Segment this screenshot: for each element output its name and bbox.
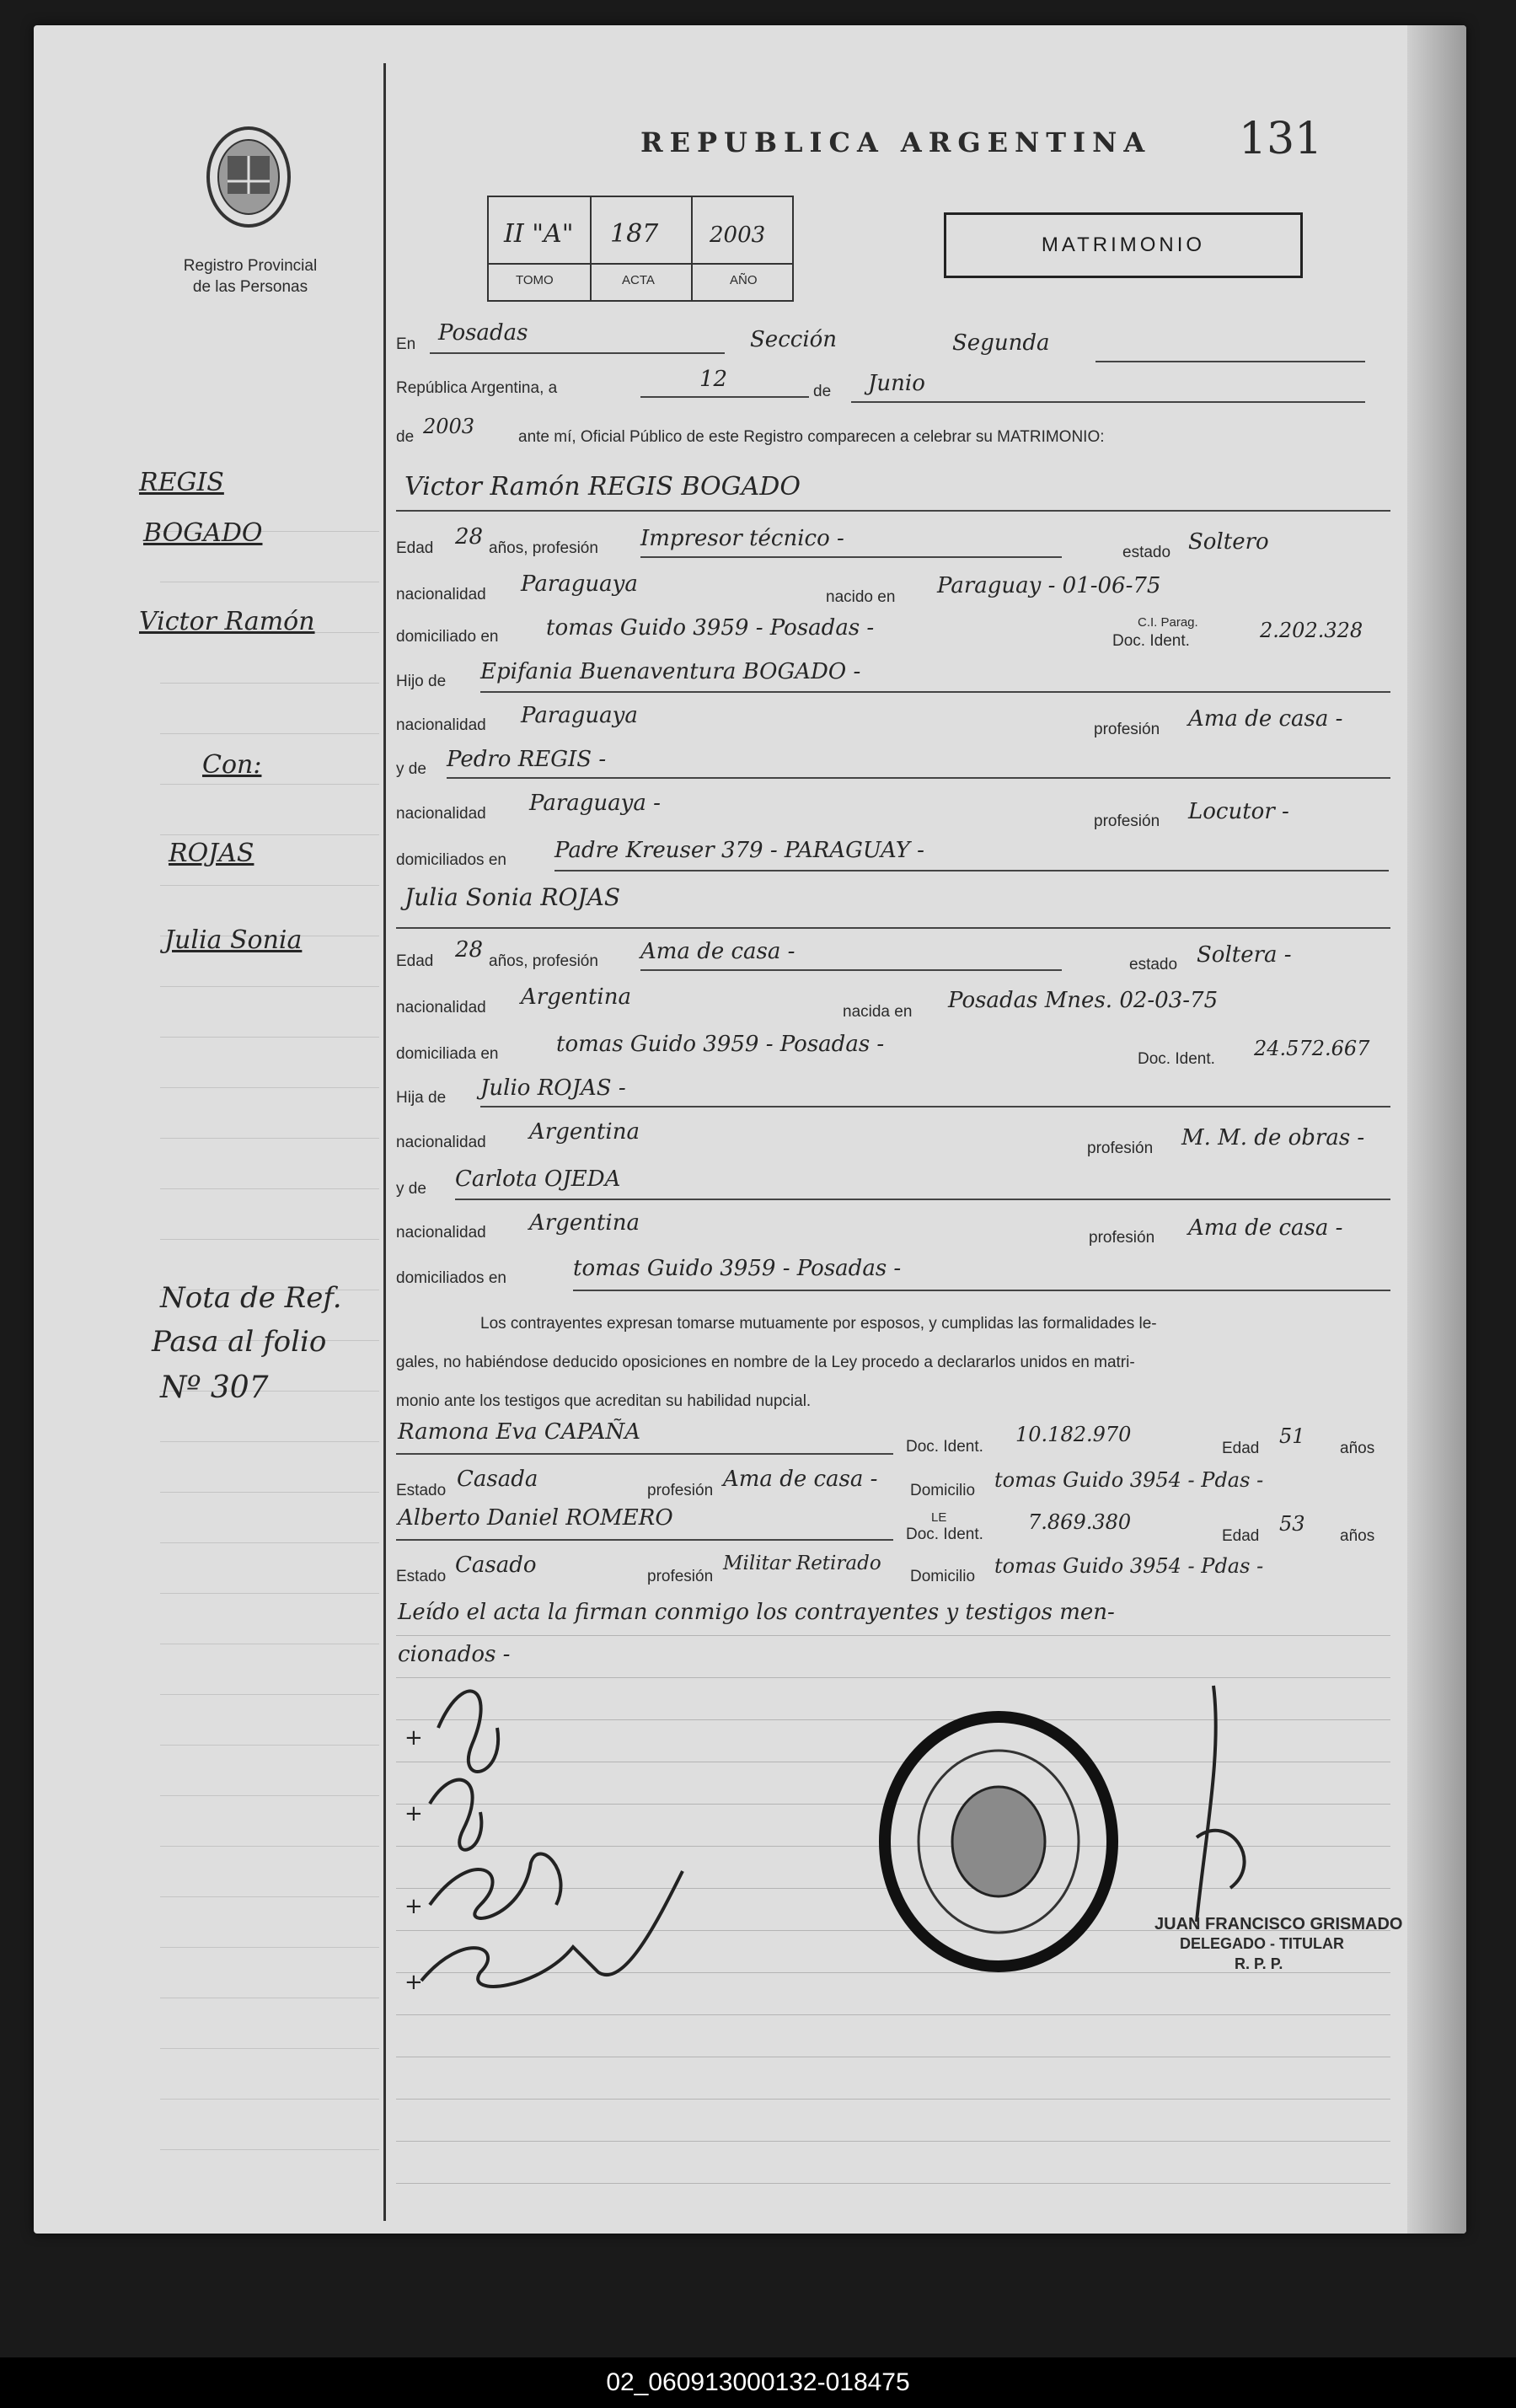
official-signature	[1129, 1669, 1298, 1947]
groom-full-name: Victor Ramón REGIS BOGADO	[404, 472, 801, 501]
groom-anos-profesion: años, profesión	[489, 539, 598, 557]
image-code: 02_060913000132-018475	[606, 2368, 910, 2396]
witness1-prof-label: profesión	[647, 1482, 714, 1499]
witness2-name: Alberto Daniel ROMERO	[398, 1505, 673, 1531]
bride-nac-label: nacionalidad	[396, 999, 486, 1016]
bride-nacionalidad: Argentina	[521, 984, 631, 1010]
margin-surname-2: BOGADO	[143, 518, 263, 548]
witness2-doc-label: Doc. Ident.	[906, 1526, 983, 1543]
groom-nacionalidad: Paraguaya	[521, 571, 638, 597]
margin-given-name: Victor Ramón	[139, 607, 315, 636]
groom-father-prof-label: profesión	[1094, 812, 1160, 830]
bride-estado-label: estado	[1129, 956, 1178, 973]
bride-edad-label: Edad	[396, 952, 434, 970]
groom-edad: 28	[455, 524, 484, 550]
groom-mother: Epifania Buenaventura BOGADO -	[480, 659, 861, 684]
republica-label: República Argentina, a	[396, 379, 558, 397]
year-prefix: de	[396, 428, 415, 446]
groom-mother-nac: Paraguaya	[521, 703, 638, 728]
witness1-edad-label: Edad	[1222, 1440, 1260, 1457]
witness1-doc-label: Doc. Ident.	[906, 1438, 983, 1456]
ano-label: AÑO	[730, 273, 758, 287]
record-type-box: MATRIMONIO	[944, 212, 1303, 278]
bride-profesion: Ama de casa -	[640, 939, 795, 964]
groom-father: Pedro REGIS -	[447, 747, 607, 772]
groom-nac-label: nacionalidad	[396, 586, 486, 603]
bride-father-nac-label: nacionalidad	[396, 1134, 486, 1151]
registry-name-line2: de las Personas	[192, 278, 308, 296]
bride-estado: Soltera -	[1197, 942, 1292, 968]
groom-mother-prof-label: profesión	[1094, 721, 1160, 738]
margin-surname-1: REGIS	[139, 468, 224, 497]
bride-nacida: Posadas Mnes. 02-03-75	[948, 988, 1219, 1013]
bride-dom-label: domiciliada en	[396, 1045, 499, 1063]
groom-profesion: Impresor técnico -	[640, 526, 844, 551]
margin-nota-3: Nº 307	[160, 1370, 269, 1405]
section-word: Sección	[750, 327, 838, 352]
month-value: Junio	[868, 371, 925, 396]
section-value: Segunda	[952, 330, 1050, 356]
bride-father: Julio ROJAS -	[480, 1075, 626, 1101]
groom-father-prof: Locutor -	[1188, 799, 1289, 824]
tomo-label: TOMO	[516, 273, 554, 287]
witness2-prof: Militar Retirado	[723, 1553, 881, 1574]
bride-mother-nac: Argentina	[529, 1210, 640, 1236]
official-name: JUAN FRANCISCO GRISMADO	[1154, 1915, 1403, 1933]
official-seal-icon	[876, 1711, 1121, 1972]
tomo-value: II "A"	[504, 219, 574, 249]
bride-doc: 24.572.667	[1254, 1037, 1370, 1060]
closing-line-2: cionados -	[398, 1642, 511, 1667]
acta-label: ACTA	[622, 273, 655, 287]
bride-full-name: Julia Sonia ROJAS	[404, 883, 621, 911]
margin-nota-1: Nota de Ref.	[160, 1281, 342, 1315]
intro-statement: ante mí, Oficial Público de este Registro comparecen a celebrar su MATRIMONIO:	[518, 428, 1105, 446]
groom-mother-prof: Ama de casa -	[1188, 706, 1343, 732]
margin-nota-2: Pasa al folio	[152, 1325, 327, 1359]
day-value: 12	[699, 367, 728, 392]
en-label: En	[396, 335, 416, 353]
groom-hijo-label: Hijo de	[396, 673, 447, 690]
witness1-dom-label: Domicilio	[910, 1482, 976, 1499]
groom-doc-prefix: C.I. Parag.	[1138, 615, 1198, 630]
witness1-edad: 51	[1279, 1424, 1305, 1448]
svg-text:+: +	[404, 1725, 423, 1751]
groom-estado: Soltero	[1188, 529, 1269, 555]
official-office: R. P. P.	[1235, 1955, 1283, 1972]
witness1-doc: 10.182.970	[1015, 1423, 1132, 1446]
groom-father-nac: Paraguaya -	[529, 791, 661, 816]
page-fold	[1407, 25, 1466, 2234]
signatures-scribble	[404, 1652, 758, 2006]
registry-name-line1: Registro Provincial	[183, 257, 318, 275]
witness2-dom: tomas Guido 3954 - Pdas -	[994, 1554, 1264, 1578]
groom-doc: 2.202.328	[1260, 619, 1363, 642]
bride-father-prof: M. M. de obras -	[1181, 1125, 1365, 1150]
witness2-estado: Casado	[455, 1553, 537, 1578]
legal-line-1: Los contrayentes expresan tomarse mutuamente por esposos, y cumplidas las formalidades le-	[480, 1315, 1157, 1333]
witness1-name: Ramona Eva CAPAÑA	[398, 1419, 641, 1445]
groom-yde-label: y de	[396, 760, 426, 778]
closing-line-1: Leído el acta la firman conmigo los contrayentes y testigos men-	[398, 1600, 1115, 1625]
svg-text:+: +	[404, 1801, 423, 1826]
witness2-edad-label: Edad	[1222, 1527, 1260, 1545]
place-value: Posadas	[438, 320, 528, 346]
witness1-estado-label: Estado	[396, 1482, 447, 1499]
groom-nacido: Paraguay - 01-06-75	[937, 573, 1161, 598]
de-label: de	[813, 383, 832, 400]
groom-father-nac-label: nacionalidad	[396, 805, 486, 823]
groom-nacido-label: nacido en	[826, 588, 896, 606]
groom-domicilio: tomas Guido 3959 - Posadas -	[546, 615, 875, 641]
svg-text:+: +	[404, 1894, 423, 1919]
bride-father-nac: Argentina	[529, 1119, 640, 1145]
groom-parents-dom-label: domiciliados en	[396, 851, 506, 869]
year-value: 2003	[423, 415, 475, 438]
bride-parents-dom: tomas Guido 3959 - Posadas -	[573, 1256, 902, 1281]
bride-father-prof-label: profesión	[1087, 1140, 1154, 1157]
groom-parents-dom: Padre Kreuser 379 - PARAGUAY -	[554, 838, 924, 863]
record-box	[487, 196, 794, 302]
bride-mother-prof: Ama de casa -	[1188, 1215, 1343, 1241]
official-title: DELEGADO - TITULAR	[1180, 1935, 1344, 1952]
folio-number: 131	[1239, 114, 1323, 164]
groom-mother-nac-label: nacionalidad	[396, 716, 486, 734]
witness2-estado-label: Estado	[396, 1568, 447, 1585]
bride-doc-label: Doc. Ident.	[1138, 1050, 1215, 1068]
margin-bride-surname: ROJAS	[169, 839, 254, 868]
witness2-prof-label: profesión	[647, 1568, 714, 1585]
bride-anos-profesion: años, profesión	[489, 952, 598, 970]
witness1-estado: Casada	[457, 1467, 538, 1492]
svg-text:+: +	[404, 1970, 423, 1995]
witness2-doc: 7.869.380	[1028, 1510, 1132, 1534]
margin-con: Con:	[202, 750, 262, 780]
bride-domicilio: tomas Guido 3959 - Posadas -	[556, 1032, 885, 1057]
bride-mother-nac-label: nacionalidad	[396, 1224, 486, 1242]
bride-nacida-label: nacida en	[843, 1003, 913, 1021]
witness1-prof: Ama de casa -	[723, 1467, 878, 1492]
witness1-dom: tomas Guido 3954 - Pdas -	[994, 1468, 1264, 1492]
legal-line-3: monio ante los testigos que acreditan su habilidad nupcial.	[396, 1392, 812, 1410]
bride-parents-dom-label: domiciliados en	[396, 1269, 506, 1287]
bride-edad: 28	[455, 937, 484, 963]
witness2-anos: años	[1340, 1527, 1375, 1545]
legal-line-2: gales, no habiéndose deducido oposiciones en nombre de la Ley procedo a declararlos unidos en matri-	[396, 1354, 1135, 1371]
groom-dom-label: domiciliado en	[396, 628, 499, 646]
register-page	[34, 25, 1466, 2234]
margin-line	[383, 63, 386, 2221]
bride-mother-prof-label: profesión	[1089, 1229, 1155, 1247]
ano-value: 2003	[710, 223, 766, 248]
groom-estado-label: estado	[1122, 544, 1171, 561]
margin-bride-given: Julia Sonia	[164, 925, 303, 955]
bride-hija-label: Hija de	[396, 1089, 447, 1107]
witness2-edad: 53	[1279, 1512, 1305, 1536]
bride-yde-label: y de	[396, 1180, 426, 1198]
country-heading: REPUBLICA ARGENTINA	[640, 126, 1152, 158]
bride-mother: Carlota OJEDA	[455, 1166, 621, 1192]
groom-doc-label: Doc. Ident.	[1112, 632, 1190, 650]
acta-value: 187	[610, 219, 659, 249]
witness2-doc-prefix: LE	[931, 1510, 947, 1525]
image-footer	[0, 2357, 1516, 2408]
witness1-anos: años	[1340, 1440, 1375, 1457]
groom-edad-label: Edad	[396, 539, 434, 557]
witness2-dom-label: Domicilio	[910, 1568, 976, 1585]
provincial-emblem-icon	[202, 122, 295, 232]
